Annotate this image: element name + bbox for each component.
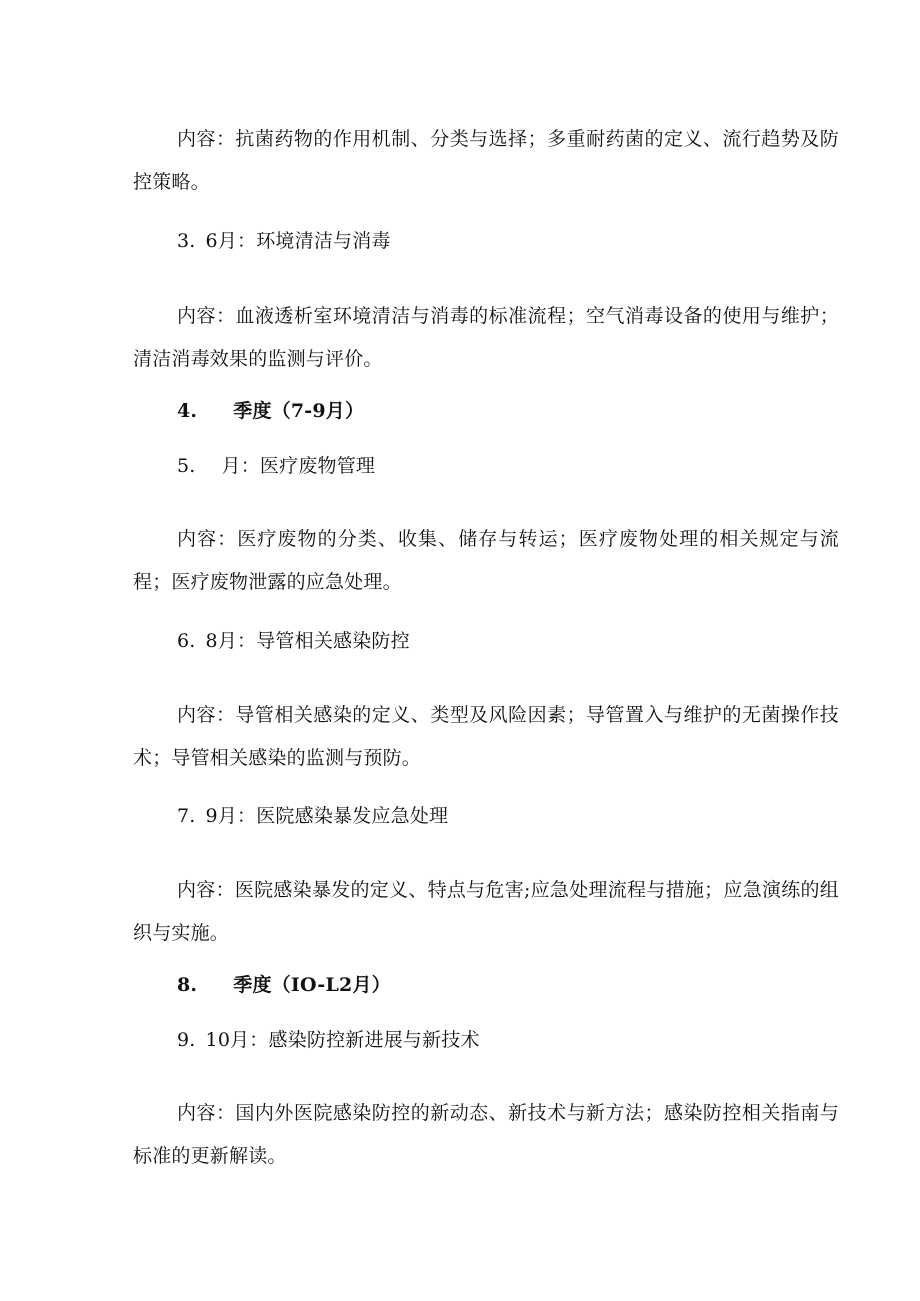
item-title: 8月：导管相关感染防控: [205, 630, 410, 652]
item-number: 7.: [177, 805, 196, 827]
content-paragraph-environment-cleaning: 内容：血液透析室环境清洁与消毒的标准流程；空气消毒设备的使用与维护；清洁消毒效果的监测与评价。: [133, 305, 839, 370]
item-number: 3.: [177, 230, 196, 252]
content-paragraph-outbreak-response: 内容：医院感染暴发的定义、特点与危害;应急处理流程与措施；应急演练的组织与实施。: [133, 879, 839, 944]
section-heading-4: [177, 390, 837, 433]
section-title: 季度（7-9月）: [233, 400, 365, 422]
item-title: 月：医疗废物管理: [221, 455, 376, 477]
item-title: 9月：医院感染暴发应急处理: [205, 805, 449, 827]
item-title: 10月：感染防控新进展与新技术: [205, 1029, 480, 1051]
list-item-3: [177, 220, 837, 263]
section-title: 季度（IO-L2月）: [233, 974, 391, 996]
item-number: 5.: [177, 455, 196, 477]
item-title: 6月：环境清洁与消毒: [205, 230, 391, 252]
item-number: 9.: [177, 1029, 196, 1051]
content-paragraph-catheter-infection: 内容：导管相关感染的定义、类型及风险因素；导管置入与维护的无菌操作技术；导管相关感染的监测与预防。: [133, 704, 839, 769]
content-paragraph-medical-waste: 内容：医疗废物的分类、收集、储存与转运；医疗废物处理的相关规定与流程；医疗废物泄露的应急处理。: [133, 528, 839, 593]
item-number: 6.: [177, 630, 196, 652]
list-item-6: [177, 620, 837, 663]
list-item-7: [177, 795, 837, 838]
content-paragraph-new-progress: 内容：国内外医院感染防控的新动态、新技术与新方法；感染防控相关指南与标准的更新解读。: [133, 1102, 839, 1167]
section-heading-8: [177, 964, 837, 1007]
list-item-9: [177, 1019, 837, 1062]
item-number: 8.: [177, 974, 198, 996]
content-paragraph-antibiotics: 内容：抗菌药物的作用机制、分类与选择；多重耐药菌的定义、流行趋势及防控策略。: [133, 128, 839, 193]
item-number: 4.: [177, 400, 198, 422]
list-item-5: [177, 445, 837, 488]
